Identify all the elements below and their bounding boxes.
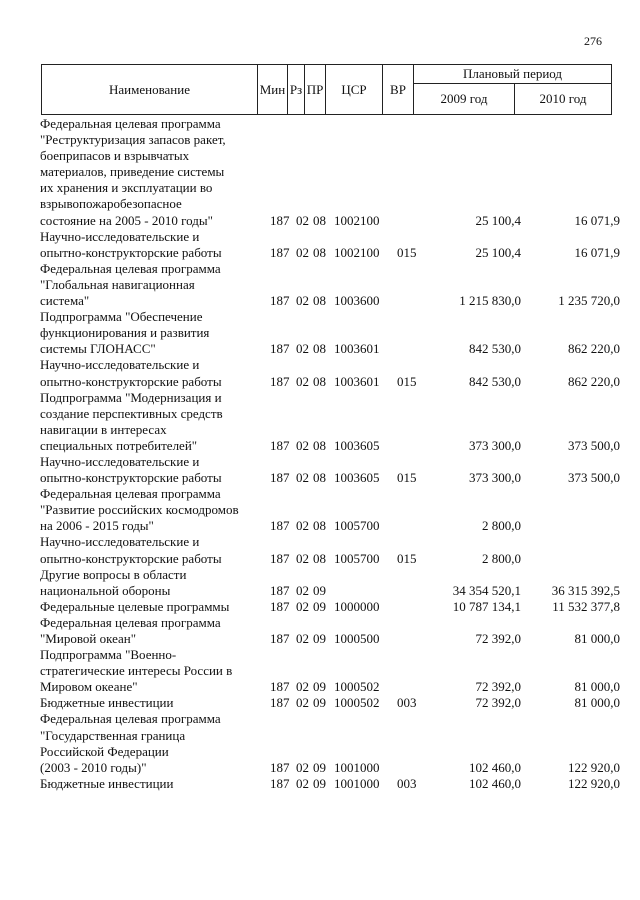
row-pr: 09 — [313, 631, 326, 646]
row-y2: 373 500,0 — [568, 437, 620, 453]
row-name-line: Бюджетные инвестиции — [40, 695, 174, 711]
row-rz: 02 — [296, 470, 309, 486]
table-row — [40, 776, 620, 792]
row-min: 187 — [270, 759, 290, 775]
table-row — [40, 695, 620, 711]
row-csr: 1002100 — [334, 244, 380, 260]
row-y2: 81 000,0 — [574, 695, 620, 711]
row-pr: 09 — [313, 582, 326, 598]
row-pr: 08 — [313, 518, 326, 534]
row-y1: 2 800,0 — [482, 518, 521, 534]
row-pr: 09 — [313, 759, 326, 775]
row-pr: 08 — [313, 212, 326, 228]
row-name-line: "Глобальная навигационная — [40, 276, 195, 292]
row-y1: 842 530,0 — [469, 341, 521, 357]
row-y2: 11 532 377,8 — [552, 598, 620, 614]
row-csr: 1003605 — [334, 437, 380, 453]
row-rz: 02 — [296, 759, 309, 775]
row-csr: 1000500 — [334, 631, 380, 646]
row-pr: 08 — [313, 293, 326, 309]
row-name-line: на 2006 - 2015 годы" — [40, 518, 154, 534]
row-name-line: Научно-исследовательские и — [40, 534, 200, 550]
table-row — [40, 390, 620, 454]
row-name — [40, 116, 270, 229]
row-y1: 2 800,0 — [482, 550, 521, 566]
row-name-line: Федеральная целевая программа — [40, 486, 221, 502]
row-y2: 122 920,0 — [568, 759, 620, 775]
row-name-line: создание перспективных средств — [40, 405, 223, 421]
row-y1: 72 392,0 — [475, 679, 521, 695]
row-name — [40, 390, 270, 454]
row-rz: 02 — [296, 244, 309, 260]
table-body — [40, 116, 620, 792]
row-name-line: их хранения и эксплуатации во — [40, 180, 213, 196]
row-name-line: Бюджетные инвестиции — [40, 775, 174, 791]
header-year-2010: 2010 год — [515, 84, 612, 115]
row-csr: 1001000 — [334, 759, 380, 775]
row-y1: 373 300,0 — [469, 437, 521, 453]
row-name-line: "Государственная граница — [40, 727, 186, 743]
row-pr: 08 — [313, 437, 326, 453]
row-name-line: "Развитие российских космодромов — [40, 502, 239, 518]
row-vr: 003 — [397, 695, 417, 711]
row-pr: 09 — [313, 695, 326, 711]
table-row — [40, 486, 620, 534]
row-name-line: Другие вопросы в области — [40, 566, 187, 582]
row-rz: 02 — [296, 695, 309, 711]
row-name-line: специальных потребителей" — [40, 437, 198, 453]
header-csr: ЦСР — [326, 65, 383, 115]
row-min: 187 — [270, 437, 290, 453]
row-rz: 02 — [296, 775, 309, 791]
row-min: 187 — [270, 244, 290, 260]
row-name-line: боеприпасов и взрывчатых — [40, 148, 190, 164]
row-csr: 1000000 — [334, 598, 380, 614]
row-name — [40, 309, 270, 357]
row-name-line: системы ГЛОНАСС" — [40, 341, 156, 357]
row-name — [40, 599, 270, 615]
row-name — [40, 229, 270, 261]
row-pr: 09 — [313, 679, 326, 695]
row-min: 187 — [270, 679, 290, 695]
row-name-line: стратегические интересы России в — [40, 663, 233, 679]
row-name — [40, 711, 270, 775]
row-y1: 102 460,0 — [469, 759, 521, 775]
row-csr: 1003600 — [334, 293, 380, 309]
row-min: 187 — [270, 550, 290, 566]
row-csr: 1003605 — [334, 470, 380, 486]
row-min: 187 — [270, 695, 290, 711]
row-csr: 1003601 — [334, 373, 380, 389]
row-name-line: состояние на 2005 - 2010 годы" — [40, 212, 213, 228]
row-name-line: Подпрограмма "Модернизация и — [40, 389, 222, 405]
row-vr: 015 — [397, 470, 417, 486]
row-vr: 015 — [397, 550, 417, 566]
row-name-line: функционирования и развития — [40, 325, 210, 341]
row-name-line: Подпрограмма "Военно- — [40, 647, 177, 663]
row-csr: 1005700 — [334, 518, 380, 534]
row-name-line: Подпрограмма "Обеспечение — [40, 309, 203, 325]
row-y1: 72 392,0 — [475, 631, 521, 646]
row-name-line: опытно-конструкторские работы — [40, 373, 222, 389]
row-name-line: Научно-исследовательские и — [40, 228, 200, 244]
row-min: 187 — [270, 775, 290, 791]
row-csr: 1000502 — [334, 679, 380, 695]
row-name-line: опытно-конструкторские работы — [40, 244, 222, 260]
row-vr: 015 — [397, 373, 417, 389]
row-min: 187 — [270, 582, 290, 598]
row-name-line: "Мировой океан" — [40, 631, 137, 646]
table-row — [40, 229, 620, 261]
row-name-line: Федеральная целевая программа — [40, 260, 221, 276]
row-pr: 09 — [313, 775, 326, 791]
row-pr: 08 — [313, 244, 326, 260]
row-y2: 36 315 392,5 — [551, 582, 620, 598]
header-name: Наименование — [42, 65, 258, 115]
page-number: 276 — [584, 34, 602, 48]
row-y2: 862 220,0 — [568, 373, 620, 389]
row-name-line: Федеральные целевые программы — [40, 598, 230, 614]
row-name-line: Федеральная целевая программа — [40, 116, 221, 131]
row-csr: 1001000 — [334, 775, 380, 791]
table-header — [41, 64, 612, 115]
row-vr: 015 — [397, 244, 417, 260]
row-y2: 16 071,9 — [574, 244, 620, 260]
header-pr: ПР — [305, 65, 326, 115]
row-min: 187 — [270, 293, 290, 309]
row-csr: 1002100 — [334, 212, 380, 228]
header-vr: ВР — [383, 65, 414, 115]
table-row — [40, 261, 620, 309]
row-rz: 02 — [296, 373, 309, 389]
row-y1: 25 100,4 — [475, 212, 521, 228]
row-name — [40, 357, 270, 389]
row-name-line: взрывопожаробезопасное — [40, 196, 182, 212]
row-y1: 1 215 830,0 — [459, 293, 521, 309]
table-row — [40, 615, 620, 647]
row-name-line: Мировом океане" — [40, 679, 138, 695]
row-vr: 003 — [397, 775, 417, 791]
row-name — [40, 615, 270, 647]
row-name-line: Федеральная целевая программа — [40, 711, 221, 727]
row-csr: 1000502 — [334, 695, 380, 711]
row-y1: 102 460,0 — [469, 775, 521, 791]
row-min: 187 — [270, 598, 290, 614]
row-name-line: Федеральная целевая программа — [40, 614, 221, 630]
table-row — [40, 309, 620, 357]
row-y2: 122 920,0 — [568, 775, 620, 791]
row-y2: 81 000,0 — [574, 679, 620, 695]
table-row — [40, 711, 620, 775]
table-row — [40, 454, 620, 486]
row-name-line: навигации в интересах — [40, 421, 167, 437]
table-row — [40, 534, 620, 566]
row-name-line: материалов, приведение системы — [40, 164, 225, 180]
row-min: 187 — [270, 631, 290, 646]
row-name-line: Научно-исследовательские и — [40, 453, 200, 469]
row-rz: 02 — [296, 631, 309, 646]
row-min: 187 — [270, 470, 290, 486]
row-y2: 1 235 720,0 — [558, 293, 620, 309]
row-rz: 02 — [296, 293, 309, 309]
row-name-line: "Реструктуризация запасов ракет, — [40, 132, 226, 148]
row-min: 187 — [270, 341, 290, 357]
header-rz: Рз — [288, 65, 305, 115]
row-csr: 1005700 — [334, 550, 380, 566]
header-min: Мин — [258, 65, 288, 115]
row-y2: 862 220,0 — [568, 341, 620, 357]
row-name — [40, 486, 270, 534]
row-name-line: Российской Федерации — [40, 743, 169, 759]
row-y1: 34 354 520,1 — [452, 582, 521, 598]
row-rz: 02 — [296, 679, 309, 695]
row-rz: 02 — [296, 582, 309, 598]
row-name-line: Научно-исследовательские и — [40, 357, 200, 373]
row-y2: 81 000,0 — [574, 631, 620, 646]
row-y1: 25 100,4 — [475, 244, 521, 260]
row-rz: 02 — [296, 212, 309, 228]
row-name — [40, 534, 270, 566]
table-row — [40, 357, 620, 389]
row-y1: 72 392,0 — [475, 695, 521, 711]
row-csr: 1003601 — [334, 341, 380, 357]
row-name — [40, 454, 270, 486]
table-row — [40, 116, 620, 229]
row-min: 187 — [270, 518, 290, 534]
row-rz: 02 — [296, 550, 309, 566]
row-y1: 373 300,0 — [469, 470, 521, 486]
row-pr: 08 — [313, 373, 326, 389]
row-name — [40, 567, 270, 599]
row-y2: 373 500,0 — [568, 470, 620, 486]
header-year-2009: 2009 год — [414, 84, 515, 115]
row-name-line: система" — [40, 293, 90, 309]
row-y2: 16 071,9 — [574, 212, 620, 228]
row-pr: 08 — [313, 470, 326, 486]
row-pr: 08 — [313, 341, 326, 357]
table-row — [40, 599, 620, 615]
row-rz: 02 — [296, 518, 309, 534]
table-row — [40, 567, 620, 599]
row-pr: 09 — [313, 598, 326, 614]
header-plan-period: Плановый период — [414, 65, 612, 84]
row-name — [40, 261, 270, 309]
row-pr: 08 — [313, 550, 326, 566]
row-y1: 10 787 134,1 — [452, 598, 521, 614]
row-name — [40, 695, 270, 711]
row-name-line: (2003 - 2010 годы)" — [40, 759, 147, 775]
row-name — [40, 647, 270, 695]
row-rz: 02 — [296, 341, 309, 357]
row-rz: 02 — [296, 598, 309, 614]
table-row — [40, 647, 620, 695]
row-y1: 842 530,0 — [469, 373, 521, 389]
row-name-line: опытно-конструкторские работы — [40, 470, 222, 486]
row-name-line: национальной обороны — [40, 582, 171, 598]
row-rz: 02 — [296, 437, 309, 453]
row-name-line: опытно-конструкторские работы — [40, 550, 222, 566]
row-min: 187 — [270, 373, 290, 389]
row-min: 187 — [270, 212, 290, 228]
row-name — [40, 776, 270, 792]
